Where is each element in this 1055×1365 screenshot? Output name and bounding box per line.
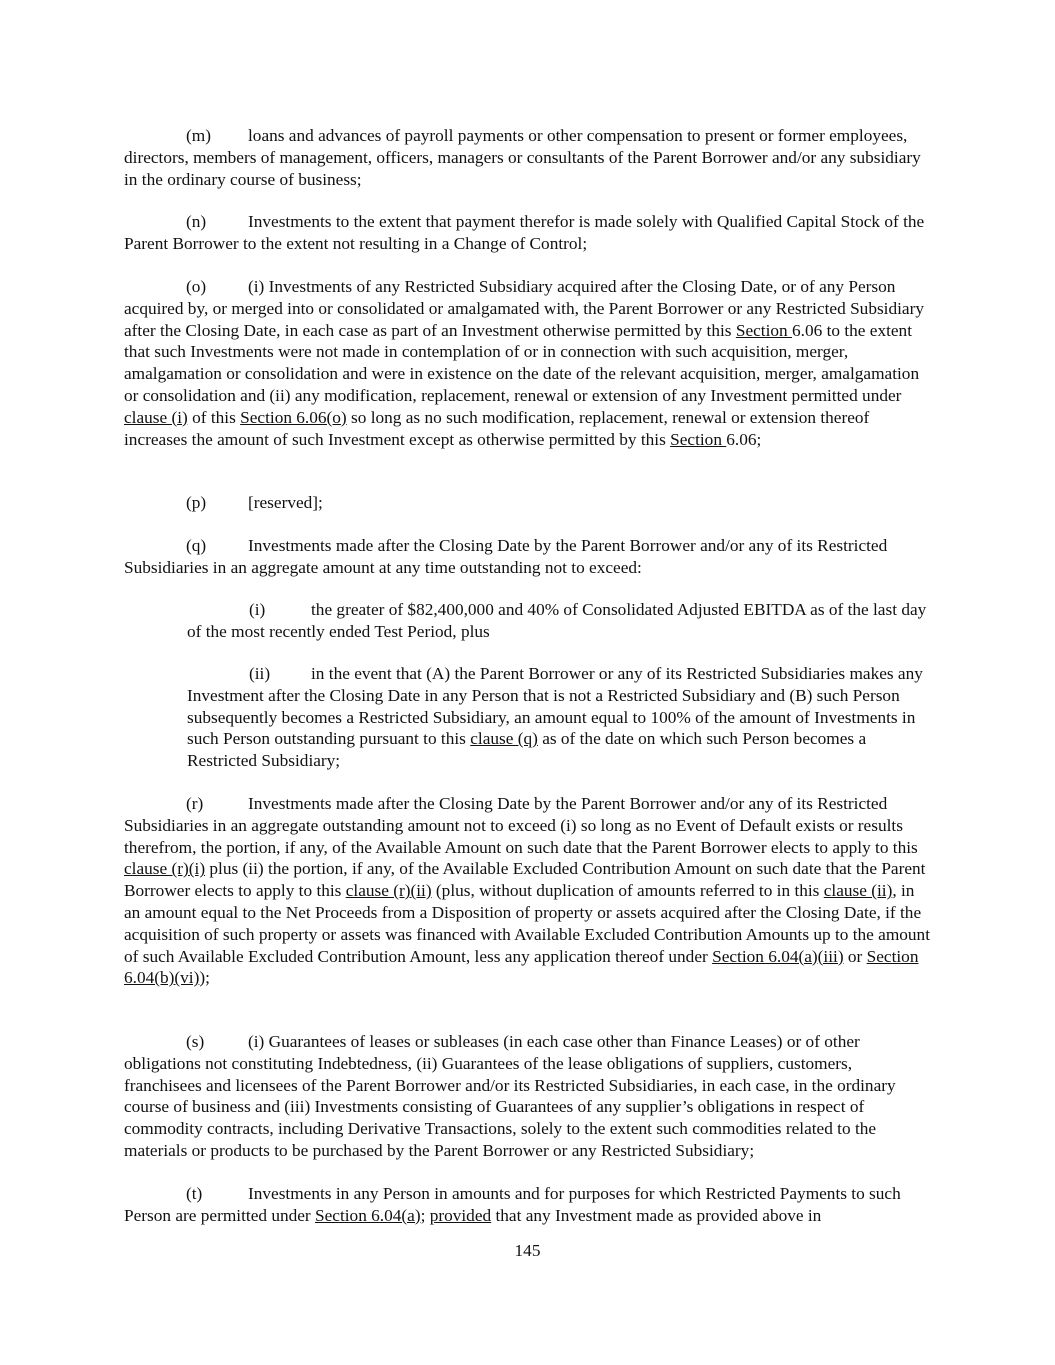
clause-reference-link[interactable]: clause (q) (470, 729, 538, 749)
clause-n (124, 211, 934, 255)
clause-reference-link[interactable]: clause (i) (124, 407, 188, 427)
section-reference-link[interactable]: Section 6.04(a) (315, 1205, 421, 1225)
clause-label: (ii) (249, 664, 271, 683)
clause-text: (i) Investments of any Restricted Subsidiary acquired after the Closing Date, or of any Person acquired by, or merged into or consolidated or amalgamated with, the Parent Borrower or any Restricted Subsidiary after the Closing Date, in each case as part of an Investment otherwise permitted by this (124, 277, 924, 340)
clause-q-ii (187, 663, 934, 772)
clause-text: or (843, 946, 867, 966)
clause-m (124, 125, 934, 190)
clause-text: (i) Guarantees of leases or subleases (in each case other than Finance Leases) or of other obligations not constituting Indebtedness, (ii) Guarantees of the lease obligations of suppliers, customers, franchisees and licensees of the Parent Borrower and/or its Restricted Subsidiaries, in each case, in the ordinary course of business and (iii) Investments consisting of Guarantees of any supplier’s obligations in respect of commodity contracts, including Derivative Transactions, solely to the extent such commodities related to the materials or products to be purchased by the Parent Borrower or any Restricted Subsidiary; (124, 1032, 896, 1160)
section-reference-link[interactable]: Section (670, 429, 727, 449)
clause-r (124, 793, 934, 989)
clause-text: loans and advances of payroll payments or other compensation to present or former employees, directors, members of management, officers, managers or consultants of the Parent Borrower and/or any subsidiary in the ordinary course of business; (124, 126, 921, 189)
clause-o (124, 276, 934, 450)
clause-text: plus (ii) the portion, if any, of the Available Excluded Contribution Amount on such date that the Parent Borrower elects to apply to this (124, 859, 926, 901)
clause-text: of this (187, 407, 241, 427)
clause-q (124, 535, 934, 579)
clause-text: Investments made after the Closing Date by the Parent Borrower and/or any of its Restricted Subsidiaries in an aggregate amount at any time outstanding not to exceed: (124, 536, 888, 577)
page-number: 145 (514, 1241, 541, 1260)
clause-text: [reserved]; (248, 493, 323, 512)
clause-s (124, 1031, 934, 1162)
clause-t (124, 1183, 934, 1227)
clause-reference-link[interactable]: clause (r)(ii) (345, 881, 432, 901)
clause-label: (n) (186, 212, 207, 231)
clause-text: 6.06 to the extent that such Investments were not made in contemplation of or in connection with such acquisition, merger, amalgamation or consolidation and were in existence on the date of the relevant acquisition, merger, amalgamation or consolidation and (ii) any modification, replacement, renewal or extension of any Investment permitted under (124, 320, 920, 405)
clause-text: ); (199, 968, 210, 988)
clause-q-i (187, 599, 934, 643)
clause-label: (i) (249, 600, 266, 619)
clause-text: as of the date on which such Person becomes a Restricted Subsidiary; (187, 729, 867, 771)
section-reference-link[interactable]: Section 6.06(o) (240, 407, 347, 427)
clause-label: (s) (186, 1032, 205, 1051)
clause-text: in the event that (A) the Parent Borrower or any of its Restricted Subsidiaries makes any Investment after the Closing Date in any Person that is not a Restricted Subsidiary and (B) such Person subsequently becomes a Restricted Subsidiary, an amount equal to 100% of the amount of Investments in such Person outstanding pursuant to this (187, 664, 923, 749)
clause-text: Investments made after the Closing Date by the Parent Borrower and/or any of its Restricted Subsidiaries in an aggregate outstanding amount not to exceed (i) so long as no Event of Default exists or results therefrom, the portion, if any, of the Available Amount on such date that the Parent Borrower elects to apply to this (124, 794, 918, 857)
clause-text: ; (420, 1205, 430, 1225)
clause-text: , in an amount equal to the Net Proceeds from a Disposition of property or assets acquired after the Closing Date, if the acquisition of such property or assets was financed with Available Excluded Contribution Amounts up to the amount of such Available Excluded Contribution Amount, less any application thereof under (124, 881, 930, 966)
clause-label: (r) (186, 794, 204, 813)
clause-text: that any Investment made as provided above in (491, 1205, 822, 1225)
clause-text: 6.06; (726, 429, 762, 449)
section-reference-link[interactable]: Section 6.04(b)(vi) (124, 946, 919, 988)
clause-label: (p) (186, 493, 207, 512)
clause-label: (o) (186, 277, 207, 296)
clause-label: (t) (186, 1184, 203, 1203)
clause-text: (plus, without duplication of amounts referred to in this (431, 881, 824, 901)
clause-reference-link[interactable]: clause (ii) (823, 881, 893, 901)
clause-p (124, 492, 934, 514)
clause-text: the greater of $82,400,000 and 40% of Consolidated Adjusted EBITDA as of the last day of the most recently ended Test Period, plus (187, 600, 927, 641)
clause-label: (m) (186, 126, 211, 145)
clause-text: Investments in any Person in amounts and for purposes for which Restricted Payments to such Person are permitted under (124, 1184, 901, 1225)
section-reference-link[interactable]: Section (735, 320, 793, 340)
clause-text: Investments to the extent that payment therefor is made solely with Qualified Capital Stock of the Parent Borrower to the extent not resulting in a Change of Control; (124, 212, 925, 253)
defined-term: provided (429, 1205, 492, 1225)
section-reference-link[interactable]: Section 6.04(a)(iii) (712, 946, 844, 966)
clause-reference-link[interactable]: clause (r)(i) (124, 859, 206, 879)
clause-text: so long as no such modification, replacement, renewal or extension thereof increases the amount of such Investment except as otherwise permitted by this (124, 407, 870, 449)
clause-label: (q) (186, 536, 207, 555)
